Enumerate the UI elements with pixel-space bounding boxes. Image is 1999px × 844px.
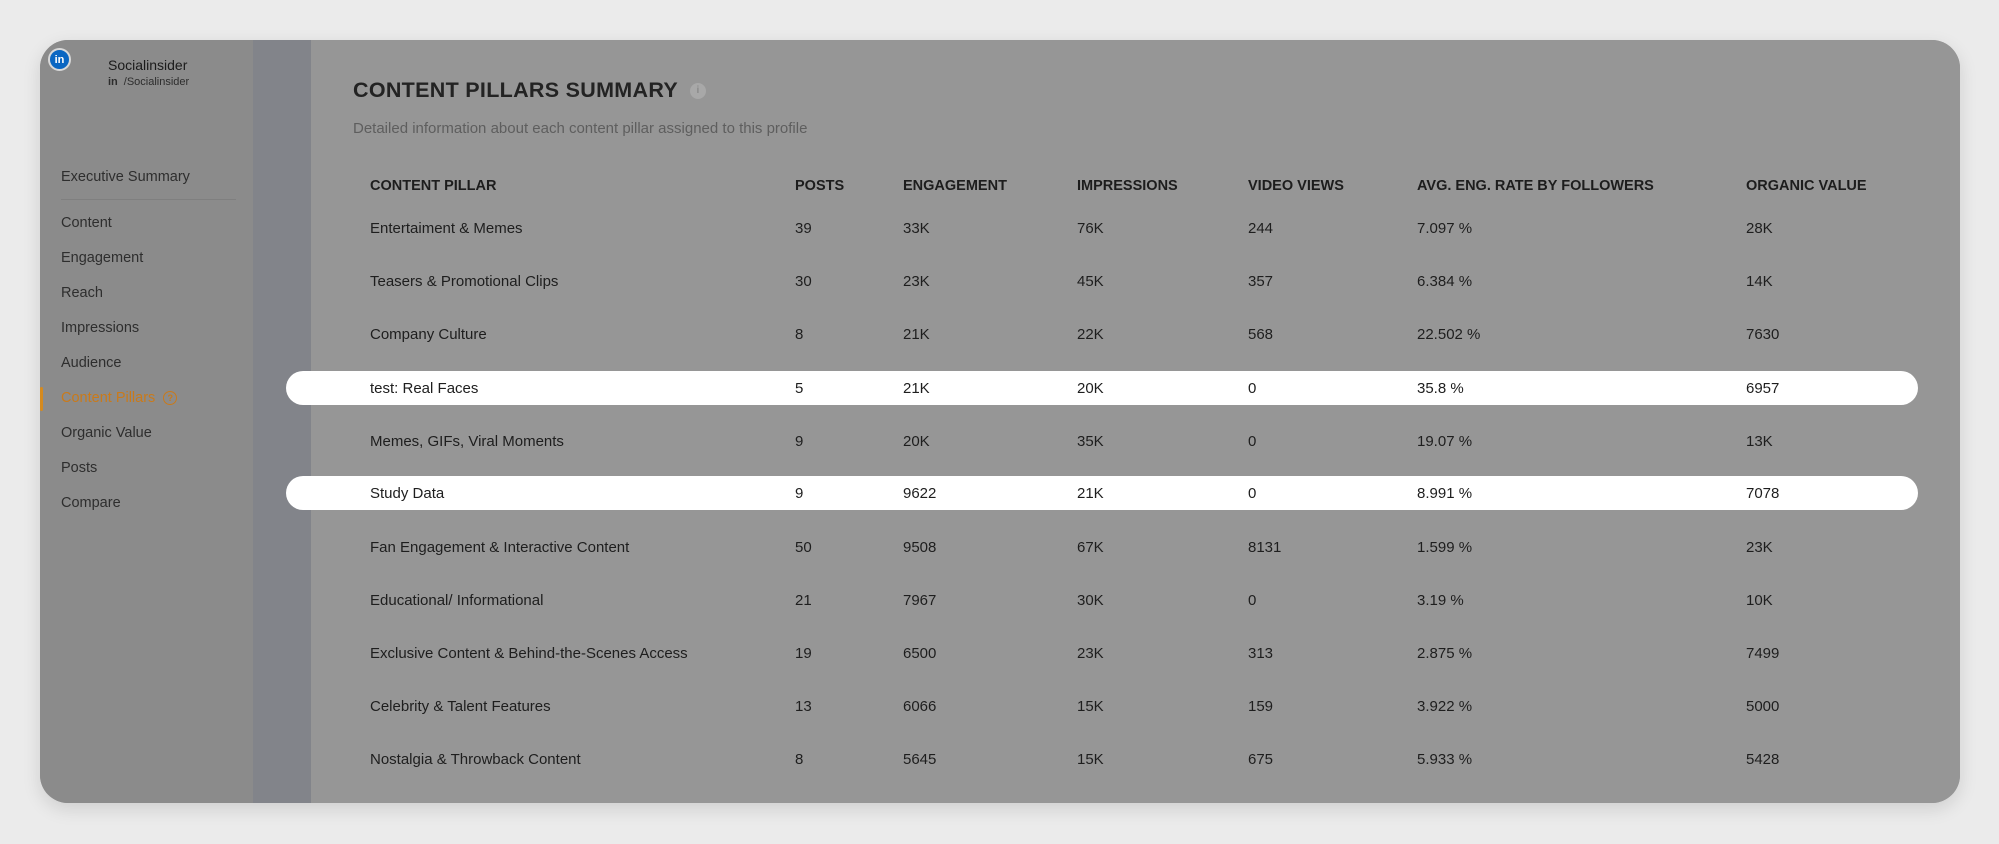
cell-avg-eng-rate: 3.922 %	[1417, 698, 1473, 715]
cell-impressions: 15K	[1077, 751, 1104, 768]
sidebar-item-label: Audience	[61, 355, 122, 371]
cell-avg-eng-rate: 22.502 %	[1417, 326, 1481, 343]
cell-content-pillar: Teasers & Promotional Clips	[370, 273, 559, 290]
cell-content-pillar: Educational/ Informational	[370, 592, 544, 609]
sidebar-item-label: Posts	[61, 460, 98, 476]
cell-posts: 30	[795, 273, 812, 290]
cell-organic-value: 7499	[1746, 645, 1780, 662]
column-header-avg-eng-rate[interactable]: AVG. ENG. RATE BY FOLLOWERS	[1417, 178, 1654, 194]
cell-impressions: 15K	[1077, 698, 1104, 715]
sidebar-item-label: Reach	[61, 285, 103, 301]
app-window	[40, 40, 1960, 803]
info-icon[interactable]: i	[690, 83, 706, 99]
cell-avg-eng-rate: 19.07 %	[1417, 433, 1473, 450]
cell-impressions: 30K	[1077, 592, 1104, 609]
cell-video-views: 8131	[1248, 539, 1282, 556]
page-title: CONTENT PILLARS SUMMARY	[353, 78, 679, 102]
column-header-content-pillar[interactable]: CONTENT PILLAR	[370, 178, 497, 194]
table-row[interactable]	[311, 264, 1960, 298]
sidebar-item-posts[interactable]	[61, 460, 97, 476]
cell-engagement: 33K	[903, 220, 930, 237]
cell-impressions: 45K	[1077, 273, 1104, 290]
cell-content-pillar: Fan Engagement & Interactive Content	[370, 539, 630, 556]
cell-engagement: 9622	[903, 485, 937, 502]
profile-handle-row	[108, 76, 189, 88]
cell-posts: 13	[795, 698, 812, 715]
table-row[interactable]	[311, 476, 1960, 510]
cell-organic-value: 5428	[1746, 751, 1780, 768]
sidebar	[40, 40, 253, 803]
page-subtitle: Detailed information about each content pillar assigned to this profile	[353, 120, 808, 137]
cell-posts: 9	[795, 485, 804, 502]
sidebar-gutter	[253, 40, 311, 803]
table-header	[311, 178, 1960, 198]
cell-organic-value: 6957	[1746, 380, 1780, 397]
sidebar-item-engagement[interactable]	[61, 250, 143, 266]
cell-posts: 8	[795, 751, 804, 768]
cell-content-pillar: Celebrity & Talent Features	[370, 698, 551, 715]
cell-avg-eng-rate: 6.384 %	[1417, 273, 1473, 290]
sidebar-item-audience[interactable]	[61, 355, 121, 371]
cell-content-pillar: Study Data	[370, 485, 445, 502]
cell-engagement: 6500	[903, 645, 937, 662]
column-header-engagement[interactable]: ENGAGEMENT	[903, 178, 1007, 194]
cell-posts: 21	[795, 592, 812, 609]
table-row[interactable]	[311, 636, 1960, 670]
cell-content-pillar: Memes, GIFs, Viral Moments	[370, 433, 564, 450]
table-row[interactable]	[311, 583, 1960, 617]
cell-avg-eng-rate: 8.991 %	[1417, 485, 1473, 502]
linkedin-icon: in	[48, 48, 71, 71]
help-icon[interactable]: ?	[163, 391, 177, 405]
column-header-posts[interactable]: POSTS	[795, 178, 845, 194]
cell-organic-value: 14K	[1746, 273, 1773, 290]
cell-content-pillar: Entertaiment & Memes	[370, 220, 523, 237]
cell-impressions: 67K	[1077, 539, 1104, 556]
table-row[interactable]	[311, 530, 1960, 564]
table-row[interactable]	[311, 742, 1960, 776]
cell-engagement: 9508	[903, 539, 937, 556]
cell-impressions: 21K	[1077, 485, 1104, 502]
cell-impressions: 35K	[1077, 433, 1104, 450]
sidebar-item-label: Executive Summary	[61, 169, 190, 185]
sidebar-item-organic-value[interactable]	[61, 425, 152, 441]
cell-content-pillar: Company Culture	[370, 326, 487, 343]
cell-organic-value: 28K	[1746, 220, 1773, 237]
linkedin-mini-icon: in	[108, 76, 118, 88]
column-header-impressions[interactable]: IMPRESSIONS	[1077, 178, 1178, 194]
cell-engagement: 20K	[903, 433, 930, 450]
cell-avg-eng-rate: 2.875 %	[1417, 645, 1473, 662]
page-title-row	[353, 78, 706, 103]
cell-organic-value: 23K	[1746, 539, 1773, 556]
table-row[interactable]	[311, 689, 1960, 723]
sidebar-item-label: Compare	[61, 495, 121, 511]
cell-avg-eng-rate: 5.933 %	[1417, 751, 1473, 768]
cell-engagement: 5645	[903, 751, 937, 768]
sidebar-item-content-pillars[interactable]	[61, 390, 177, 406]
cell-avg-eng-rate: 7.097 %	[1417, 220, 1473, 237]
cell-engagement: 21K	[903, 326, 930, 343]
sidebar-item-impressions[interactable]	[61, 320, 139, 336]
cell-video-views: 0	[1248, 485, 1257, 502]
sidebar-item-compare[interactable]	[61, 495, 121, 511]
cell-avg-eng-rate: 3.19 %	[1417, 592, 1464, 609]
sidebar-item-reach[interactable]	[61, 285, 103, 301]
cell-posts: 39	[795, 220, 812, 237]
cell-content-pillar: Exclusive Content & Behind-the-Scenes Access	[370, 645, 688, 662]
cell-content-pillar: Nostalgia & Throwback Content	[370, 751, 581, 768]
cell-video-views: 244	[1248, 220, 1274, 237]
cell-video-views: 0	[1248, 380, 1257, 397]
profile-handle: /Socialinsider	[123, 76, 190, 88]
cell-avg-eng-rate: 1.599 %	[1417, 539, 1473, 556]
cell-video-views: 313	[1248, 645, 1274, 662]
cell-video-views: 159	[1248, 698, 1274, 715]
table-row[interactable]	[311, 371, 1960, 405]
cell-impressions: 22K	[1077, 326, 1104, 343]
cell-impressions: 76K	[1077, 220, 1104, 237]
cell-posts: 19	[795, 645, 812, 662]
cell-impressions: 20K	[1077, 380, 1104, 397]
cell-engagement: 21K	[903, 380, 930, 397]
column-header-video-views[interactable]: VIDEO VIEWS	[1248, 178, 1344, 194]
active-indicator	[40, 387, 43, 411]
cell-impressions: 23K	[1077, 645, 1104, 662]
cell-posts: 5	[795, 380, 804, 397]
table-row[interactable]	[311, 424, 1960, 458]
table-row[interactable]	[311, 211, 1960, 245]
sidebar-divider	[61, 199, 236, 200]
sidebar-item-label: Impressions	[61, 320, 140, 336]
cell-organic-value: 13K	[1746, 433, 1773, 450]
profile-name: Socialinsider	[108, 57, 188, 73]
cell-video-views: 568	[1248, 326, 1274, 343]
cell-posts: 9	[795, 433, 804, 450]
cell-organic-value: 7078	[1746, 485, 1780, 502]
cell-video-views: 0	[1248, 592, 1257, 609]
cell-video-views: 357	[1248, 273, 1274, 290]
sidebar-item-executive-summary[interactable]	[61, 169, 190, 185]
cell-video-views: 0	[1248, 433, 1257, 450]
sidebar-item-label: Organic Value	[61, 425, 152, 441]
cell-posts: 8	[795, 326, 804, 343]
cell-organic-value: 5000	[1746, 698, 1780, 715]
sidebar-item-label: Content	[61, 215, 112, 231]
cell-engagement: 6066	[903, 698, 937, 715]
sidebar-item-label: Engagement	[61, 250, 144, 266]
table-row[interactable]	[311, 317, 1960, 351]
cell-posts: 50	[795, 539, 812, 556]
cell-engagement: 23K	[903, 273, 930, 290]
cell-engagement: 7967	[903, 592, 937, 609]
main-panel	[311, 40, 1960, 803]
cell-avg-eng-rate: 35.8 %	[1417, 380, 1464, 397]
sidebar-item-label: Content Pillars	[61, 390, 156, 406]
cell-organic-value: 7630	[1746, 326, 1780, 343]
cell-organic-value: 10K	[1746, 592, 1773, 609]
column-header-organic-value[interactable]: ORGANIC VALUE	[1746, 178, 1867, 194]
sidebar-item-content[interactable]	[61, 215, 112, 231]
cell-content-pillar: test: Real Faces	[370, 380, 479, 397]
cell-video-views: 675	[1248, 751, 1274, 768]
